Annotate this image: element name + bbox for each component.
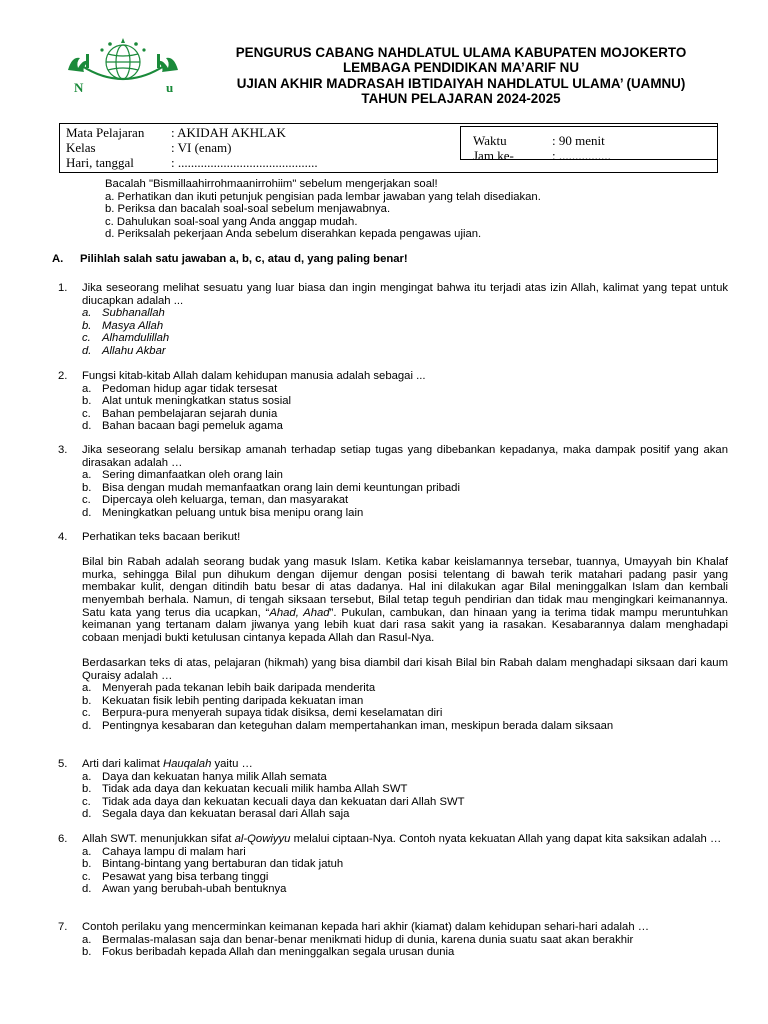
option-b[interactable]: b. Tidak ada daya dan kekuatan kecuali milik hamba Allah SWT — [82, 783, 408, 796]
section-heading — [52, 253, 408, 266]
question-text: Contoh perilaku yang mencerminkan keimanan kepada hari akhir (kiamat) dalam kehidupan sehari-hari adalah … — [82, 921, 650, 933]
header-line-1: PENGURUS CABANG NAHDLATUL ULAMA KABUPATEN MOJOKERTO — [235, 45, 687, 60]
logo-letter-n: N — [74, 80, 84, 95]
option-d[interactable]: d. Bahan bacaan bagi pemeluk agama — [82, 420, 283, 433]
option-d[interactable]: d. Allahu Akbar — [82, 344, 166, 357]
date-label: Hari, tanggal — [66, 155, 134, 170]
option-c[interactable]: c. Dipercaya oleh keluarga, teman, dan masyarakat — [82, 494, 349, 507]
option-b[interactable]: b. Bisa dengan mudah memanfaatkan orang lain demi keuntungan pribadi — [82, 481, 460, 494]
section-letter: A. — [52, 253, 64, 265]
question-number: 3. — [58, 444, 68, 456]
option-a[interactable]: a. Menyerah pada tekanan lebih baik daripada menderita — [82, 682, 376, 695]
option-d[interactable]: d. Awan yang berubah-ubah bentuknya — [82, 883, 287, 896]
option-a[interactable]: a. Bermalas-malasan saja dan benar-benar menikmati hidup di dunia, karena dunia suatu saat akan berakhir — [82, 933, 634, 946]
header-line-4: TAHUN PELAJARAN 2024-2025 — [361, 90, 561, 106]
time-label: Waktu — [473, 133, 507, 148]
question-text: Fungsi kitab-kitab Allah dalam kehidupan manusia adalah sebagai ... — [82, 370, 426, 382]
option-a[interactable]: a. Subhanallah — [82, 307, 165, 320]
question-6 — [58, 833, 728, 896]
question-text: Perhatikan teks bacaan berikut! — [82, 531, 241, 543]
question-prompt: Berdasarkan teks di atas, pelajaran (hikmah) yang bisa diambil dari kisah Bilal bin Rabah dalam menghadapi siksaan dari kaum Quraisy adalah … — [82, 656, 728, 682]
question-7 — [58, 921, 728, 959]
option-c[interactable]: c. Alhamdulillah — [82, 332, 170, 345]
question-text: Allah SWT. menunjukkan sifat al-Qowiyyu melalui ciptaan-Nya. Contoh nyata kekuatan Allah yang dapat kita saksikan adalah … — [82, 833, 722, 845]
question-number: 5. — [58, 758, 68, 770]
option-b[interactable]: b. Alat untuk meningkatkan status sosial — [82, 395, 292, 408]
option-b[interactable]: b. Kekuatan fisik lebih penting daripada kekuatan iman — [82, 694, 364, 707]
period-value[interactable]: : ................ — [552, 148, 611, 163]
class-label: Kelas — [66, 140, 96, 155]
question-1 — [58, 282, 728, 358]
subject-value: : AKIDAH AKHLAK — [171, 125, 286, 140]
question-5 — [58, 758, 728, 821]
option-c[interactable]: c. Tidak ada daya dan kekuatan kecuali daya dan kekuatan dari Allah SWT — [82, 795, 465, 808]
option-b[interactable]: b. Masya Allah — [82, 319, 164, 332]
instruction-item: a. Perhatikan dan ikuti petunjuk pengisian pada lembar jawaban yang telah disediakan. — [105, 190, 541, 203]
option-c[interactable]: c. Pesawat yang bisa terbang tinggi — [82, 870, 269, 883]
exam-info-box — [59, 123, 718, 173]
instruction-item: c. Dahulukan soal-soal yang Anda anggap mudah. — [105, 215, 358, 228]
question-2 — [58, 370, 728, 433]
option-c[interactable]: c. Bahan pembelajaran sejarah dunia — [82, 407, 278, 420]
option-c[interactable]: c. Berpura-pura menyerah supaya tidak disiksa, demi keselamatan diri — [82, 707, 443, 720]
question-text: Arti dari kalimat Hauqalah yaitu … — [82, 758, 253, 770]
logo-letter-u: u — [166, 80, 174, 95]
question-4 — [58, 531, 728, 733]
question-text: Jika seseorang melihat sesuatu yang luar biasa dan ingin mengingat bahwa itu terjadi atas izin Allah, kalimat yang tepat untuk diucapkan adalah ... — [82, 282, 728, 307]
header-line-2: LEMBAGA PENDIDIKAN MA’ARIF NU — [342, 60, 580, 76]
time-box — [460, 126, 718, 163]
date-value[interactable]: : ........................................... — [171, 155, 318, 170]
option-b[interactable]: b. Bintang-bintang yang bertaburan dan tidak jatuh — [82, 858, 344, 871]
nahdlatul-ulama-logo — [64, 36, 182, 96]
option-a[interactable]: a. Pedoman hidup agar tidak tersesat — [82, 382, 278, 395]
question-text: Jika seseorang selalu bersikap amanah terhadap setiap tugas yang dibebankan kepadanya, maka dampak positif yang akan dirasakan adalah … — [82, 444, 728, 469]
instruction-item: d. Periksalah pekerjaan Anda sebelum diserahkan kepada pengawas ujian. — [105, 228, 482, 241]
subject-label: Mata Pelajaran — [66, 125, 145, 140]
option-d[interactable]: d. Pentingnya kesabaran dan keteguhan dalam mempertahankan iman, meskipun berada dalam siksaan — [82, 719, 614, 732]
instructions-intro: Bacalah "Bismillaahirrohmaanirrohiim" sebelum mengerjakan soal! — [105, 178, 438, 190]
option-a[interactable]: a. Cahaya lampu di malam hari — [82, 845, 246, 858]
section-title: Pilihlah salah satu jawaban a, b, c, atau d, yang paling benar! — [80, 253, 408, 265]
option-d[interactable]: d. Meningkatkan peluang untuk bisa menipu orang lain — [82, 506, 364, 519]
instruction-item: b. Periksa dan bacalah soal-soal sebelum menjawabnya. — [105, 203, 391, 216]
question-number: 4. — [58, 531, 68, 543]
header-line-3: UJIAN AKHIR MADRASAH IBTIDAIYAH NAHDLATUL ULAMA’ (UAMNU) — [236, 75, 686, 91]
option-b[interactable]: b. Fokus beribadah kepada Allah dan meninggalkan segala urusan dunia — [82, 946, 455, 959]
question-3 — [58, 444, 728, 520]
question-number: 1. — [58, 282, 68, 294]
reading-passage: Bilal bin Rabah adalah seorang budak yang masuk Islam. Ketika kabar keislamannya tersebar, tuannya, Umayyah bin Khalaf murka, sehingga Bilal pun dihukum dengan dijemur dengan posisi telentang di bawah terik matahari padang pasir yang membakar kulit, dengan ditindih batu besar di atas dadanya. Hal ini dilakukan agar Bilal meninggalkan Islam dan kembali menyembah berhala. Namun, di tengah siksaan tersebut, Bilal tetap teguh pendirian dan tidak mau mengingkari keimanannya. Satu kata yang terus dia ucapkan, “Ahad, Ahad”. Pukulan, cambukan, dan hinaan yang ia terima tidak mampu meruntuhkan keimanan yang tertanam dalam jiwanya yang lebih kuat dari rasa sakit yang ia rasakan. Kesabarannya dalam menghadapi cobaan menjadi bukti ketulusan cintanya kepada Allah dan Rasul-Nya. — [82, 556, 728, 644]
document-header — [186, 45, 736, 106]
option-a[interactable]: a. Sering dimanfaatkan oleh orang lain — [82, 469, 283, 482]
period-label: Jam ke- — [473, 148, 514, 163]
time-value: : 90 menit — [552, 133, 605, 148]
option-a[interactable]: a. Daya dan kekuatan hanya milik Allah semata — [82, 770, 327, 783]
question-number: 6. — [58, 833, 68, 845]
question-number: 7. — [58, 921, 68, 933]
class-value: : VI (enam) — [171, 140, 232, 155]
option-d[interactable]: d. Segala daya dan kekuatan berasal dari Allah saja — [82, 808, 350, 821]
instructions — [105, 178, 725, 241]
question-number: 2. — [58, 370, 68, 382]
